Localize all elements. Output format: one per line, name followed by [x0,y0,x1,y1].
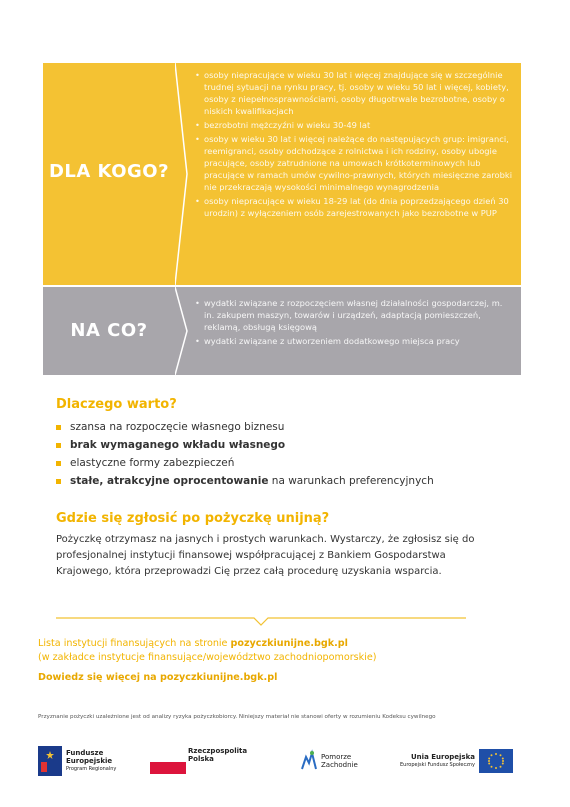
na-co-list [195,297,513,349]
dla-kogo-label: DLA KOGO? [48,161,170,182]
list-item: • osoby w wieku 30 lat i więcej należące do następujących grup: imigranci, reemigranci, osoby odchodzące z rolnictwa i ich rodziny, osoby ubogie pracujące, osoby zatrudnione na umowach krótkoterminowych lub pracujące w ramach umów cywilno-prawnych, których miesięczne zarobki nie przekraczają wysokości minimalnego wynagrodzenia [195,133,513,193]
list-item: • osoby niepracujące w wieku 30 lat i więcej znajdujące się w szczególnie trudnej sytuacji na rynku pracy, tj. osoby w wieku 50 lat i więcej, kobiety, osoby z niepełnosprawnościami, osoby długotrwale bezrobotne, osoby o niskich kwalifikacjach [195,69,513,117]
website-link[interactable]: pozyczkiunijne.bgk.pl [159,672,278,683]
list-item: brak wymaganego wkładu własnego [56,436,434,454]
pomorze-zachodnie-logo: Pomorze Zachodnie [300,745,358,777]
fe-stars-icon [38,746,62,776]
eu-flag-icon [479,749,513,773]
links-line-2: (w zakładce instytucje finansujące/województwo zachodniopomorskie) [38,652,377,663]
where-text: Pożyczkę otrzymasz na jasnych i prostych warunkach. Wystarczy, że zgłosisz się do profesjonalnej instytucji finansowej współpracującej z Bankiem Gospodarstwa Krajowego, która przeprowadzi Cię przez całą procedurę uzyskania wsparcia. [56,534,475,577]
list-item: • wydatki związane z utworzeniem dodatkowego miejsca pracy [195,335,513,347]
dla-kogo-panel [43,63,521,285]
na-co-panel [43,287,521,375]
fundusze-europejskie-logo: Fundusze Europejskie Program Regionalny [38,745,116,777]
disclaimer: Przyznanie pożyczki uzależnione jest od analizy ryzyka pożyczkobiorcy. Niniejszy materiał nie stanowi oferty w rozumieniu Kodeksu cywilnego [38,714,436,720]
list-item: • wydatki związane z rozpoczęciem własnej działalności gospodarczej, m. in. zakupem maszyn, towarów i urządzeń, adaptacją pomieszczeń, reklamą, obsługą księgową [195,297,513,333]
why-title: Dlaczego warto? [56,397,177,412]
na-co-label: NA CO? [70,320,148,341]
dla-kogo-list [195,69,513,221]
list-item: • bezrobotni mężczyźni w wieku 30-49 lat [195,119,513,131]
chevron-right-icon [175,287,189,375]
list-item: elastyczne formy zabezpieczeń [56,454,434,472]
rzeczpospolita-polska-logo: Rzeczpospolita Polska [150,745,247,777]
divider [56,612,466,622]
list-item: szansa na rozpoczęcie własnego biznesu [56,418,434,436]
why-list [56,418,434,490]
website-link[interactable]: pozyczkiunijne.bgk.pl [230,638,348,649]
links-line-1: Lista instytucji finansujących na stronie pozyczkiunijne.bgk.pl [38,638,348,649]
list-item: stałe, atrakcyjne oprocentowanie na warunkach preferencyjnych [56,472,434,490]
list-item: • osoby niepracujące w wieku 18-29 lat (do dnia poprzedzającego dzień 30 urodzin) z wyłączeniem osób zarejestrowanych jako bezrobotne w PUP [195,195,513,219]
square-bullet-icon [56,443,61,448]
unia-europejska-logo: Unia Europejska Europejski Fundusz Społeczny [400,745,513,777]
poland-flag-icon [150,762,186,774]
where-title: Gdzie się zgłosić po pożyczkę unijną? [56,511,330,526]
square-bullet-icon [56,461,61,466]
links-block [38,637,377,685]
chevron-right-icon [175,63,189,285]
pomorze-griffin-icon [300,749,318,773]
links-line-3: Dowiedz się więcej na pozyczkiunijne.bgk.pl [38,672,278,683]
square-bullet-icon [56,479,61,484]
square-bullet-icon [56,425,61,430]
